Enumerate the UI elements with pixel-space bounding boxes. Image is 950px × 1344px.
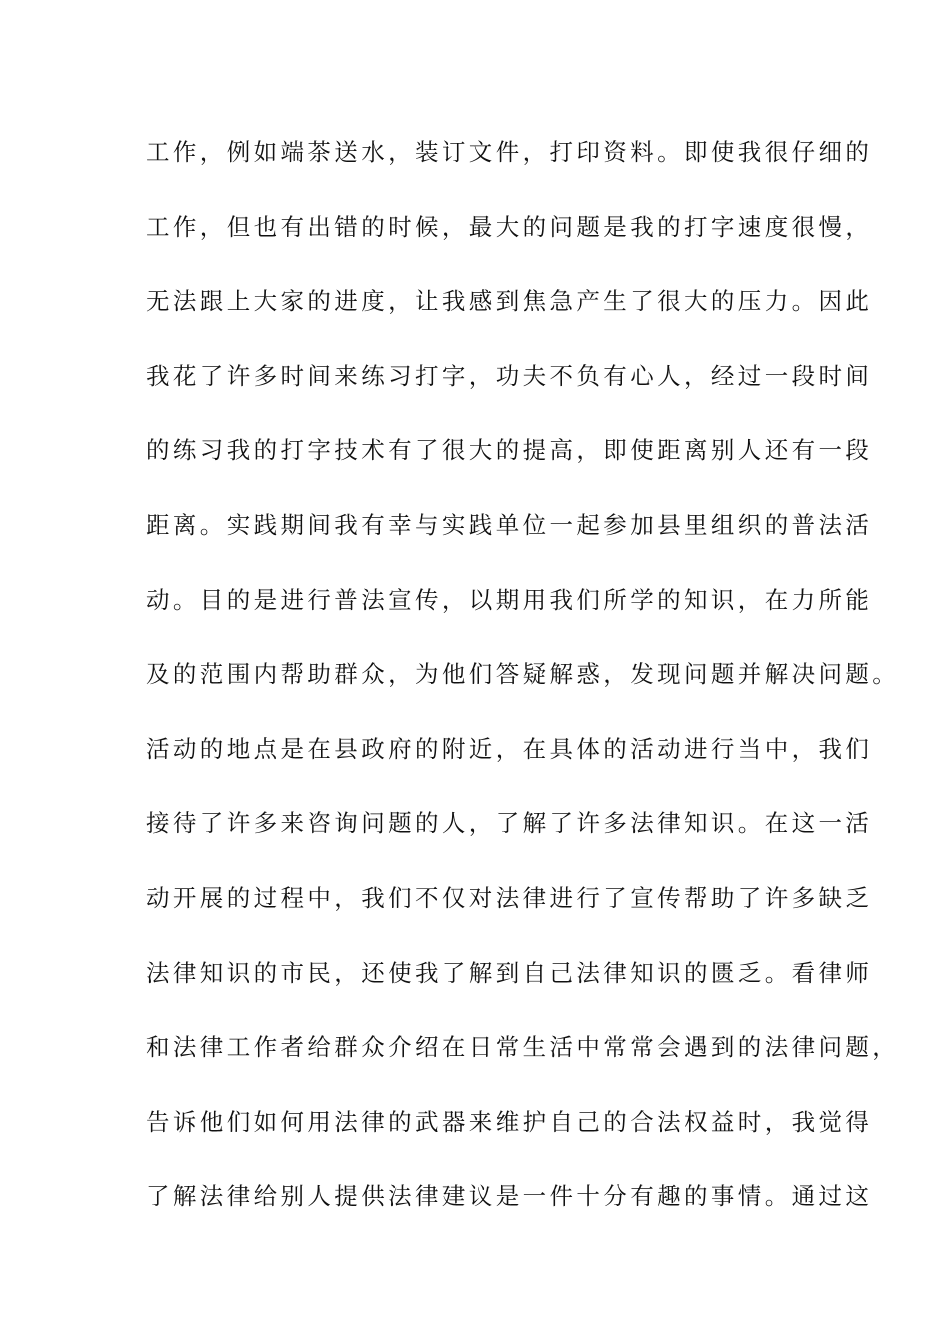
text-line: 接待了许多来咨询问题的人，了解了许多法律知识。在这一活 (146, 809, 873, 838)
text-line: 法律知识的市民，还使我了解到自己法律知识的匮乏。看律师 (146, 958, 873, 987)
body-text (146, 133, 900, 1252)
text-line: 了解法律给别人提供法律建议是一件十分有趣的事情。通过这 (146, 1182, 873, 1211)
text-line: 动。目的是进行普法宣传，以期用我们所学的知识，在力所能 (146, 585, 873, 614)
text-line: 和法律工作者给群众介绍在日常生活中常常会遇到的法律问题， (146, 1033, 900, 1062)
text-line: 活动的地点是在县政府的附近，在具体的活动进行当中，我们 (146, 734, 873, 763)
text-line: 距离。实践期间我有幸与实践单位一起参加县里组织的普法活 (146, 510, 873, 539)
text-line: 及的范围内帮助群众，为他们答疑解惑，发现问题并解决问题。 (146, 660, 900, 689)
text-line: 工作，例如端茶送水，装订文件，打印资料。即使我很仔细的 (146, 138, 873, 166)
text-line: 无法跟上大家的进度，让我感到焦急产生了很大的压力。因此 (146, 287, 873, 316)
text-line: 我花了许多时间来练习打字，功夫不负有心人，经过一段时间 (146, 361, 873, 390)
text-line: 工作，但也有出错的时候，最大的问题是我的打字速度很慢， (146, 212, 873, 241)
text-line: 动开展的过程中，我们不仅对法律进行了宣传帮助了许多缺乏 (146, 883, 873, 912)
text-line: 告诉他们如何用法律的武器来维护自己的合法权益时，我觉得 (146, 1107, 873, 1136)
text-line: 的练习我的打字技术有了很大的提高，即使距离别人还有一段 (146, 436, 873, 465)
